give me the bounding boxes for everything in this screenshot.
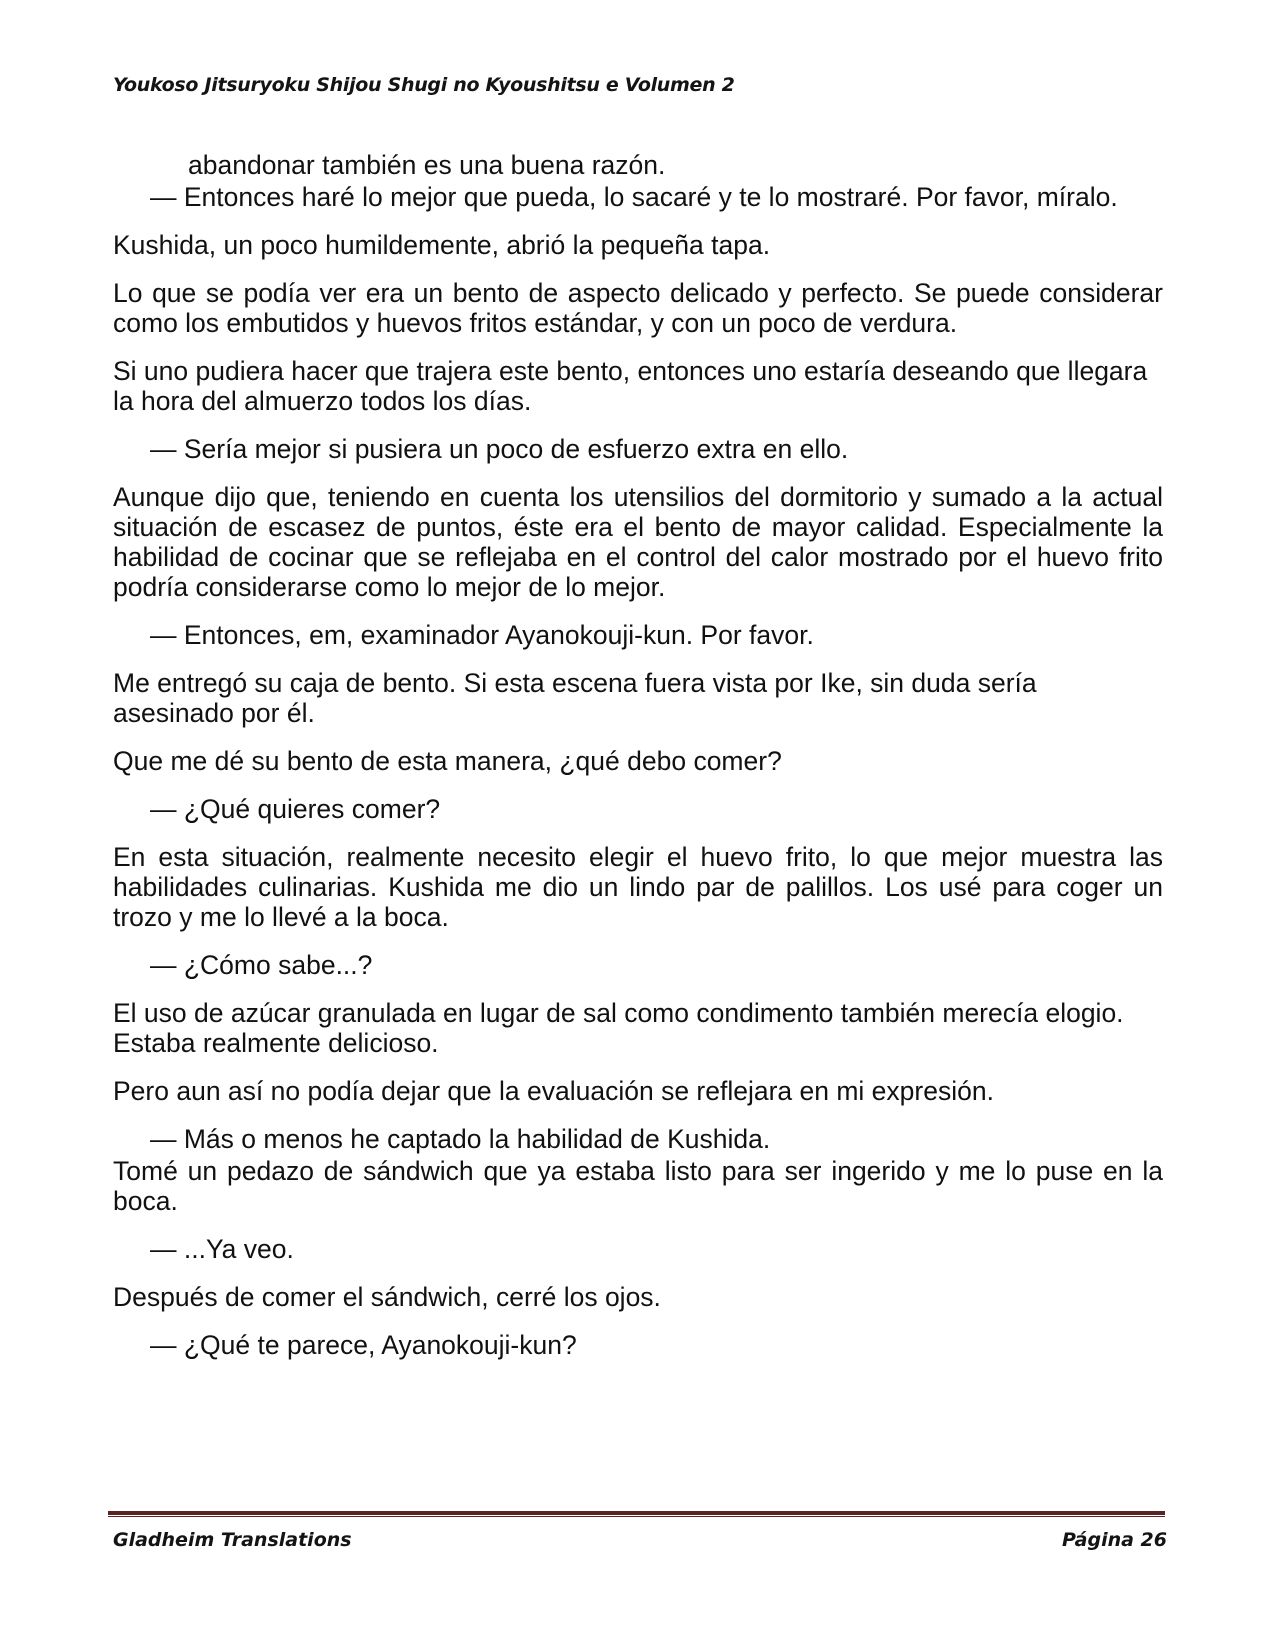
footer-translator-credit: Gladheim Translations	[113, 1529, 352, 1551]
narration-paragraph: Tomé un pedazo de sándwich que ya estaba listo para ser ingerido y me lo puse en la boca.	[113, 1156, 1163, 1216]
dialogue-line: — Más o menos he captado la habilidad de Kushida.	[150, 1124, 771, 1154]
dialogue-line: — Sería mejor si pusiera un poco de esfuerzo extra en ello.	[150, 434, 849, 464]
dialogue-line: — Entonces haré lo mejor que pueda, lo sacaré y te lo mostraré. Por favor, míralo.	[150, 182, 1118, 212]
narration-paragraph: Pero aun así no podía dejar que la evaluación se reflejara en mi expresión.	[113, 1076, 994, 1106]
footer-divider-gap	[108, 1515, 1165, 1516]
dialogue-line: — ...Ya veo.	[150, 1234, 294, 1264]
narration-paragraph: Que me dé su bento de esta manera, ¿qué debo comer?	[113, 746, 782, 776]
dialogue-line: — ¿Cómo sabe...?	[150, 950, 373, 980]
continued-dialogue-line: abandonar también es una buena razón.	[188, 150, 666, 180]
narration-paragraph: Lo que se podía ver era un bento de aspecto delicado y perfecto. Se puede considerar como los embutidos y huevos fritos estándar, y con un poco de verdura.	[113, 278, 1163, 338]
dialogue-line: — Entonces, em, examinador Ayanokouji-kun. Por favor.	[150, 620, 814, 650]
narration-paragraph: Si uno pudiera hacer que trajera este bento, entonces uno estaría deseando que llegara la hora del almuerzo todos los días.	[113, 356, 1148, 416]
narration-paragraph: El uso de azúcar granulada en lugar de sal como condimento también merecía elogio. Estaba realmente delicioso.	[113, 998, 1124, 1058]
footer-divider	[108, 1511, 1165, 1517]
dialogue-line: — ¿Qué te parece, Ayanokouji-kun?	[150, 1330, 577, 1360]
narration-paragraph: En esta situación, realmente necesito elegir el huevo frito, lo que mejor muestra las habilidades culinarias. Kushida me dio un lindo par de palillos. Los usé para coger un trozo y me lo llevé a la boca.	[113, 842, 1163, 932]
running-header-title: Youkoso Jitsuryoku Shijou Shugi no Kyoushitsu e Volumen 2	[113, 74, 735, 96]
narration-paragraph: Kushida, un poco humildemente, abrió la pequeña tapa.	[113, 230, 771, 260]
footer-page-number: Página 26	[1061, 1529, 1167, 1551]
narration-paragraph: Aunque dijo que, teniendo en cuenta los utensilios del dormitorio y sumado a la actual situación de escasez de puntos, éste era el bento de mayor calidad. Especialmente la habilidad de cocinar que se reflejaba en el control del calor mostrado por el huevo frito podría considerarse como lo mejor de lo mejor.	[113, 482, 1163, 602]
dialogue-line: — ¿Qué quieres comer?	[150, 794, 441, 824]
narration-paragraph: Después de comer el sándwich, cerré los ojos.	[113, 1282, 661, 1312]
body-text	[113, 150, 1163, 1378]
narration-paragraph: Me entregó su caja de bento. Si esta escena fuera vista por Ike, sin duda sería asesinado por él.	[113, 668, 1037, 728]
